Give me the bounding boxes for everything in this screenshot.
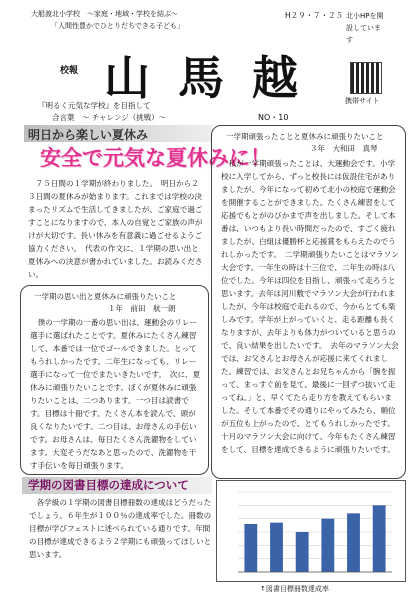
newsletter-label: 校報 [60, 66, 79, 76]
essay-title: 一学期の思い出と夏休みに頑張りたいこと [34, 292, 177, 301]
essay-author: ３年 大和田 真琴 [310, 144, 378, 153]
bar [296, 532, 309, 572]
newsletter-title: 山馬越 [104, 51, 326, 105]
essay-body: 僕の一学期の一番の思い出は、運動会のリレー選手に選ばれたことです。夏休みにたくさん練習して、本番では一位でゴールできました。とってもうれしかったです。二年生になっても、リレー選手になって一位でまたいきたいです。 次に、夏休みに頑張りたいことです。ぼくが夏休みに頑張りたいことは、二つあります。一つ目は読書です。目標は十冊です。たくさん本を読んで、頭が良くなりたいです。二つ目は、お母さんの手伝いです。お母さんは、毎日たくさん洗濯物をしています。大変そうだなあと思ったので、洗濯物を干す手伝いを毎日頑張ります。 [30, 318, 201, 470]
essay-body: 私が一学期頑張ったことは、大運動会です。小学校に入学してから、ずっと校長には仮設住宅がありましたが、今年になって初めて北小の校庭で運動会を開催することができました。たくさん練習をして応援でもとがのびかまで声を出しました。そして本番は、いつもより長い時間だったので、すごく疲れましたが、白組は優勝杯と応援賞をもらえたのでうれしかったです。 二学期頑張りたいことはマラソン大会です。一年生の時は十三位で、二年生の時は八位でした。今年は四位を目指し、頑張って走ろうと思います。去年は河川敷でマラソン大会が行われましたが、今年は校庭で走れるので、今からとても楽しみです。学年が上がっていくと、走る距離も長くなりますが、去年よりも体力がついていると思うので、良い結果を出したいです。 去年のマラソン大会では、お父さんとお母さんが応援に来てくれました。練習では、お父さんとお兄ちゃんから「腕を振って、まっすぐ前を見て、最後に一回ずつ抜いて走ってね。」と、早くてたら走り方を教えてもらいました。そして本番でその通りにやってみたら、順位が五位も上がったので、とてもうれしかったです。 十月のマラソン大会に向けて、今年もたくさん練習をして、目標を達成できるように頑張りたいです。 [221, 159, 399, 454]
section-heading: 学期の図書目標の達成について [28, 478, 189, 492]
chart-caption: ↑図書目標冊数達成率 [260, 585, 329, 593]
school-line: 大船渡北小学校 ～家庭・地域・学校を結ぶ～ [31, 10, 178, 18]
reading-paragraph: 各学級の１学期の図書目標冊数の達成はどうだったでしょう。６年生が１００％の達成率でした。冊数の目標が学びフェストに述べられている通りです。年間の目標が達成できるよう２学期にも頑張ってほしいと思います。 [29, 498, 212, 559]
qr-code-icon[interactable] [350, 62, 382, 94]
school-header [31, 8, 184, 32]
bar [347, 513, 360, 572]
bar [321, 519, 334, 572]
section-heading: 明日から楽しい夏休み [28, 128, 149, 142]
mobile-site-label: 携帯サイト [345, 97, 380, 105]
intro-paragraph: ７５日間の１学期が終わりました。 明日から２３日間の夏休みが始まります。これまでは学校の決まったリズムで生活してきましたが、ご家庭で過ごすことになりますので、本人の自覚とご家族の声がけが大切です。長い休みを有意義に過ごせるようご協力ください。 代表の作文に、１学期の思い出と夏休みへの決意が書かれていました。お読みください。 [28, 179, 203, 279]
motto-line: 合言葉 ～ チャレンジ（挑戦）～ [52, 113, 167, 122]
issue-number: NO・10 [258, 113, 289, 122]
headline: 安全で元気な夏休みに！ [40, 146, 271, 170]
bar [270, 523, 283, 572]
reading-goal-chart [216, 480, 406, 582]
bar [373, 505, 386, 572]
bar [244, 524, 257, 572]
issue-date: H２９・７・２５ [285, 11, 344, 20]
essay-author: １年 前田 航一朗 [108, 304, 176, 313]
school-slogan: 『明るく元気な学校』を目指して [38, 101, 151, 110]
ideal-child-motto: 「人間性豊かでひとりだちできる子ども」 [51, 22, 184, 30]
hp-notice: 北小HPを開設しています [346, 12, 384, 44]
essay-title: 一学期頑張ったことと夏休みに頑張りたいこと [226, 132, 384, 141]
